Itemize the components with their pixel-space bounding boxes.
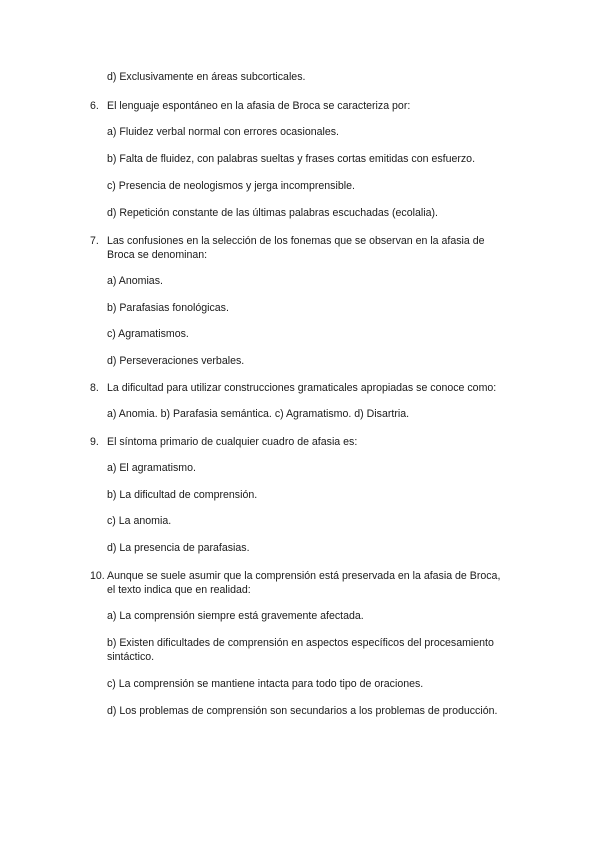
question-stem: El síntoma primario de cualquier cuadro de afasia es: bbox=[107, 436, 358, 448]
option-line: c) La anomia. bbox=[107, 515, 172, 527]
option-line: a) El agramatismo. bbox=[107, 462, 196, 474]
question-number: 9. bbox=[90, 436, 99, 448]
option-line: b) Parafasias fonológicas. bbox=[107, 302, 229, 314]
option-line: d) Repetición constante de las últimas palabras escuchadas (ecolalia). bbox=[107, 207, 438, 219]
question-stem: La dificultad para utilizar construcciones gramaticales apropiadas se conoce como: bbox=[107, 382, 497, 394]
option-line: b) La dificultad de comprensión. bbox=[107, 489, 258, 501]
question-number: 7. bbox=[90, 235, 99, 247]
question-number: 10. bbox=[90, 570, 105, 582]
option-line: a) Anomias. bbox=[107, 275, 163, 287]
question-stem: el texto indica que en realidad: bbox=[107, 584, 251, 596]
question-number: 8. bbox=[90, 382, 99, 394]
option-line: d) La presencia de parafasias. bbox=[107, 542, 250, 554]
option-line: d) Exclusivamente en áreas subcorticales. bbox=[107, 71, 306, 83]
question-stem: Broca se denominan: bbox=[107, 249, 208, 261]
option-line: c) Agramatismos. bbox=[107, 328, 189, 340]
option-line: d) Perseveraciones verbales. bbox=[107, 355, 245, 367]
option-line: c) La comprensión se mantiene intacta para todo tipo de oraciones. bbox=[107, 678, 424, 690]
option-line: a) La comprensión siempre está gravemente afectada. bbox=[107, 610, 364, 622]
question-number: 6. bbox=[90, 100, 99, 112]
option-line: b) Falta de fluidez, con palabras sueltas y frases cortas emitidas con esfuerzo. bbox=[107, 153, 476, 165]
option-line: a) Fluidez verbal normal con errores ocasionales. bbox=[107, 126, 339, 138]
option-line: c) Presencia de neologismos y jerga incomprensible. bbox=[107, 180, 355, 192]
option-line: sintáctico. bbox=[107, 651, 155, 663]
question-stem: Aunque se suele asumir que la comprensión está preservada en la afasia de Broca, bbox=[107, 570, 501, 582]
option-line: a) Anomia. b) Parafasia semántica. c) Agramatismo. d) Disartria. bbox=[107, 408, 410, 420]
question-stem: El lenguaje espontáneo en la afasia de Broca se caracteriza por: bbox=[107, 100, 411, 112]
option-line: b) Existen dificultades de comprensión en aspectos específicos del procesamiento bbox=[107, 637, 494, 649]
question-stem: Las confusiones en la selección de los fonemas que se observan en la afasia de bbox=[107, 235, 485, 247]
option-line: d) Los problemas de comprensión son secundarios a los problemas de producción. bbox=[107, 705, 498, 717]
